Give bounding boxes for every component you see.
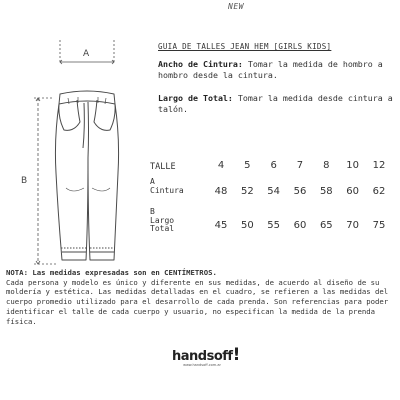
table-cell: 52	[240, 186, 254, 197]
row-key: A	[150, 177, 155, 186]
table-cell: 62	[372, 186, 386, 197]
definition-length	[158, 93, 398, 115]
dimension-b-label: B	[21, 176, 28, 186]
row-label	[150, 208, 174, 234]
row-name: Total	[150, 224, 175, 233]
new-badge: NEW	[228, 2, 244, 11]
table-cell: 75	[372, 220, 386, 231]
brand-wordmark	[172, 345, 240, 365]
size-header-label: TALLE	[150, 162, 176, 172]
table-cell: 45	[214, 220, 228, 231]
definition-waist	[158, 59, 398, 81]
definition-text: Tomar la medida desde cintura a talón.	[158, 93, 393, 114]
definition-text: Tomar la medida de hombro a hombro desde la cintura.	[158, 59, 383, 80]
dimension-a-label: A	[83, 49, 90, 59]
size-cell: 12	[372, 160, 386, 171]
table-cell: 55	[267, 220, 281, 231]
table-cell: 60	[293, 220, 307, 231]
page-title: GUIA DE TALLES JEAN HEM [GIRLS KIDS]	[158, 42, 332, 51]
row-values	[208, 220, 392, 231]
size-cell: 10	[346, 160, 359, 171]
size-cell: 7	[296, 160, 304, 171]
size-cell: 5	[244, 160, 251, 171]
row-name: Largo	[150, 215, 175, 225]
brand-mark: !	[232, 345, 240, 365]
measurement-note	[6, 268, 396, 326]
table-cell: 48	[214, 186, 228, 197]
definition-term: Ancho de Cintura:	[158, 59, 243, 69]
definition-term: Largo de Total:	[158, 93, 233, 103]
size-cell: 6	[270, 160, 277, 171]
brand-logo	[172, 345, 240, 367]
table-cell: 54	[267, 186, 281, 197]
table-cell: 60	[346, 186, 359, 197]
row-name: Cintura	[150, 185, 184, 195]
size-cell: 8	[323, 160, 330, 171]
row-values	[208, 186, 392, 197]
brand-url: www.handsoff.com.ar	[183, 363, 221, 367]
table-cell: 58	[319, 186, 333, 197]
size-values	[208, 160, 392, 171]
note-lead: NOTA: Las medidas expresadas son en CENTÍMETROS.	[6, 268, 217, 277]
row-label	[150, 178, 184, 195]
table-cell: 70	[346, 220, 359, 231]
row-key: B	[150, 207, 155, 216]
table-cell: 56	[293, 186, 307, 197]
brand-name: handsoff	[172, 349, 233, 364]
table-cell: 50	[240, 220, 254, 231]
table-cell: 65	[319, 220, 333, 231]
size-cell: 4	[217, 160, 225, 171]
note-body: Cada persona y modelo es único y diferente en sus medidas, de acuerdo al diseño de su moldería y estética. Las medidas detalladas en el cuadro, se refieren a las medidas del cuerpo promedio utilizado para el desarrollo de cada prenda. Son referencias para poder identificar el talle de cada cuerpo y usuario, no especifican la medida de la prenda física.	[6, 277, 389, 326]
jeans-illustration	[18, 38, 150, 270]
